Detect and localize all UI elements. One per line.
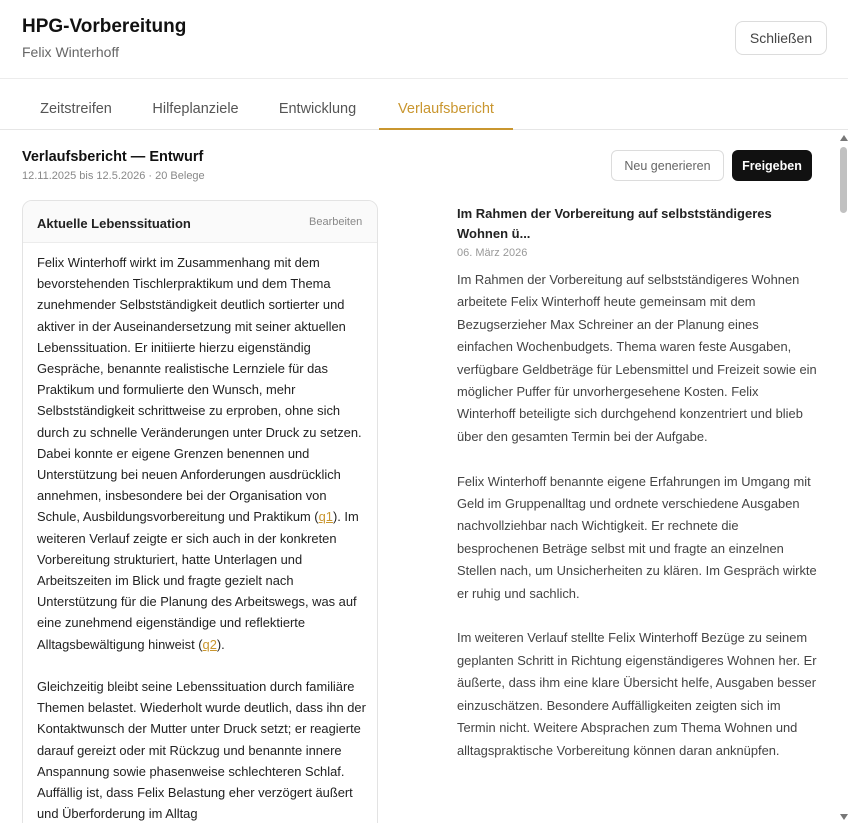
section-paragraph: Gleichzeitig bleibt seine Lebenssituation durch familiäre Themen belastet. Wiederholt wurde deutlich, dass ihn der Kontaktwunsch der Mutter unter Druck setzt; er reagierte darauf gereizt oder mit Rückzug und benannte innere Anspannung sowie phasenweise schlechteren Schlaf. Auffällig ist, dass Felix Belastung eher verzögert äußert und Überforderung im Alltag <box>37 679 366 822</box>
close-button[interactable]: Schließen <box>735 21 827 55</box>
section-card-header <box>23 201 378 243</box>
entry-date: 06. März 2026 <box>457 247 528 259</box>
release-button[interactable]: Freigeben <box>732 150 812 181</box>
tab-entwicklung[interactable]: Entwicklung <box>278 101 357 117</box>
page-header <box>0 0 848 79</box>
entry-paragraph: Felix Winterhoff benannte eigene Erfahrungen im Umgang mit Geld im Gruppenalltag und ordnete verschiedene Ausgaben nachvollziehbar nach Wichtigkeit. Er rechnete die besprochenen Beträge selbst mit und fragte an einzelnen Stellen nach, um Unsicherheiten zu klären. Im Gespräch wirkte er ruhig und sachlich. <box>457 473 817 601</box>
scrollbar[interactable] <box>838 131 848 823</box>
section-text-part: ). <box>216 636 225 652</box>
tab-verlaufsbericht[interactable]: Verlaufsbericht <box>379 79 513 130</box>
section-title: Aktuelle Lebenssituation <box>37 216 191 231</box>
section-card <box>22 200 378 823</box>
citation-link[interactable]: q1 <box>318 509 333 525</box>
tab-zeitstreifen[interactable]: Zeitstreifen <box>40 101 112 117</box>
page-title: HPG-Vorbereitung <box>22 16 187 37</box>
scroll-down-arrow-icon[interactable] <box>840 814 848 820</box>
report-meta: 12.11.2025 bis 12.5.2026 · 20 Belege <box>22 170 205 182</box>
section-text-part: ). Im weiteren Verlauf zeigte er sich auch in der konkreten Vorbereitung strukturiert, hatte Unterlagen und Arbeitszeiten im Blick und fragte gezielt nach Unterstützung für die Planung des Arbeitswegs, was auf eine zunehmend eigenständige und reflektierte Alltagsbewältigung hinweist ( <box>37 509 359 652</box>
entry-paragraph: Im weiteren Verlauf stellte Felix Winterhoff Bezüge zu seinem geplanten Schritt in Richtung eigenständigeres Wohnen her. Er äußerte, dass ihm eine klare Übersicht helfe, Ausgaben besser einzuschätzen. Besondere Auffälligkeiten zeigten sich im Termin nicht. Weitere Absprachen zum Thema Wohnen und alltagspraktische Vorbereitung können daran anknüpfen. <box>457 630 817 758</box>
entry-title: Im Rahmen der Vorbereitung auf selbstständigeres Wohnen ü... <box>457 206 772 241</box>
scroll-thumb[interactable] <box>840 147 847 213</box>
section-text-part: Felix Winterhoff wirkt im Zusammenhang mit dem bevorstehenden Tischlerpraktikum und dem Thema zunehmender Selbstständigkeit deutlich sortierter und aktiver in der Auseinandersetzung mit seiner aktuellen Lebenssituation. Er initiierte hierzu eigenständig Gespräche, benannte realistische Lernziele für das Praktikum und formulierte den Wunsch, mehr Selbstständigkeit schrittweise zu erproben, ohne sich durch zu schnelle Veränderungen unter Druck zu setzen. Dabei konnte er eigene Grenzen benennen und Unterstützung bei neuen Anforderungen ausdrücklich annehmen, insbesondere bei der Organisation von Schule, Ausbildungsvorbereitung und Praktikum ( <box>37 255 362 525</box>
edit-link[interactable]: Bearbeiten <box>309 216 363 228</box>
scroll-up-arrow-icon[interactable] <box>840 135 848 141</box>
report-title: Verlaufsbericht — Entwurf <box>22 149 204 165</box>
entry-paragraph: Im Rahmen der Vorbereitung auf selbstständigeres Wohnen arbeitete Felix Winterhoff heute gemeinsam mit dem Bezugserzieher Max Schreiner an der Planung eines einfachen Wochenbudgets. Thema waren feste Ausgaben, verfügbare Geldbeträge für Lebensmittel und Freizeit sowie ein möglicher Puffer für unvorhergesehene Kosten. Felix Winterhoff beteiligte sich durchgehend konzentriert und blieb über den gesamten Termin bei der Aufgabe. <box>457 272 817 444</box>
evidence-entry <box>457 204 817 784</box>
entry-body <box>457 269 817 762</box>
citation-link[interactable]: q2 <box>202 636 217 652</box>
tab-bar <box>0 79 848 130</box>
client-name: Felix Winterhoff <box>22 44 119 60</box>
section-paragraph <box>37 252 369 655</box>
regenerate-button[interactable]: Neu generieren <box>611 150 724 181</box>
section-text <box>37 252 369 823</box>
tab-hilfeplanziele[interactable]: Hilfeplanziele <box>152 101 239 117</box>
